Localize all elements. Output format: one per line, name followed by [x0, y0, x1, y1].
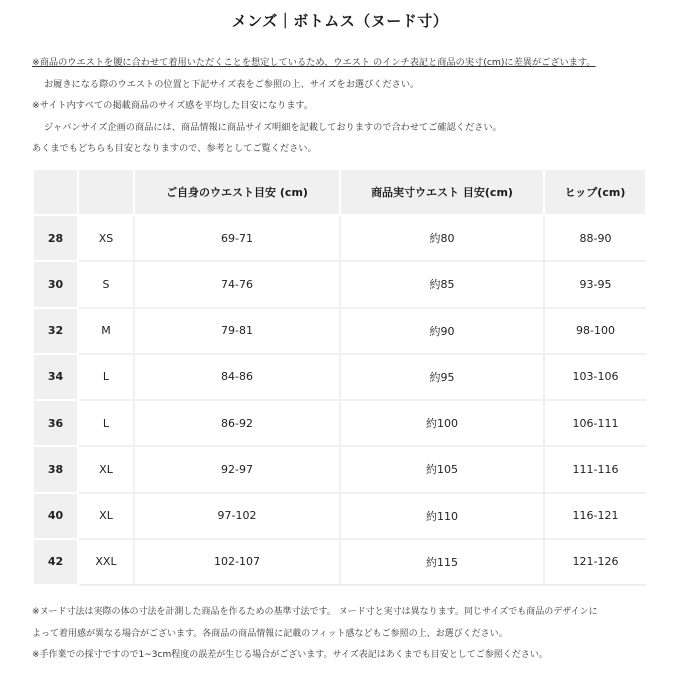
inch-cell: 36: [34, 400, 78, 446]
note-waist-position: お履きになる際のウエストの位置と下記サイズ表をご参照の上、サイズをお選びください。: [44, 78, 420, 90]
size-table: [34, 170, 647, 586]
product-waist-cell: 約90: [340, 308, 544, 354]
body-waist-cell: 92-97: [134, 446, 340, 492]
size-cell: M: [78, 308, 134, 354]
inch-cell: 40: [34, 493, 78, 539]
inch-cell: 30: [34, 261, 78, 307]
size-cell: XL: [78, 493, 134, 539]
body-waist-cell: 69-71: [134, 215, 340, 261]
table-row: [34, 308, 646, 354]
inch-cell: 38: [34, 446, 78, 492]
body-waist-cell: 79-81: [134, 308, 340, 354]
product-waist-cell: 約105: [340, 446, 544, 492]
note-average-size: ※サイト内すべての掲載商品のサイズ感を平均した目安になります。: [32, 100, 314, 111]
footer-nude-size-note: ※ヌード寸法は実際の体の寸法を計測した商品を作るための基準寸法です。 ヌード寸と実寸は異なります。同じサイズでも商品のデザインに: [32, 607, 598, 617]
body-waist-cell: 84-86: [134, 354, 340, 400]
size-cell: XS: [78, 215, 134, 261]
hip-cell: 98-100: [544, 308, 646, 354]
header-product-waist: 商品実寸ウエスト 目安(cm): [340, 170, 544, 215]
inch-cell: 42: [34, 539, 78, 585]
body-waist-cell: 86-92: [134, 400, 340, 446]
size-cell: XXL: [78, 539, 134, 585]
product-waist-cell: 約80: [340, 215, 544, 261]
hip-cell: 93-95: [544, 261, 646, 307]
hip-cell: 106-111: [544, 400, 646, 446]
hip-cell: 88-90: [544, 215, 646, 261]
size-cell: XL: [78, 446, 134, 492]
product-waist-cell: 約85: [340, 261, 544, 307]
body-waist-cell: 74-76: [134, 261, 340, 307]
product-waist-cell: 約110: [340, 493, 544, 539]
hip-cell: 111-116: [544, 446, 646, 492]
body-waist-cell: 97-102: [134, 493, 340, 539]
note-waist-difference: ※商品のウエストを腰に合わせて着用いただくことを想定しているため、ウエスト のインチ表記と商品の実寸(cm)に差異がございます。: [32, 57, 596, 68]
page-title: メンズ｜ボトムス（ヌード寸）: [231, 12, 449, 30]
table-row: [34, 539, 646, 585]
footer-fit-note: よって着用感が異なる場合がございます。各商品の商品情報に記載のフィット感などもご参照の上、お選びください。: [32, 628, 508, 639]
hip-cell: 116-121: [544, 493, 646, 539]
inch-cell: 32: [34, 308, 78, 354]
inch-cell: 28: [34, 215, 78, 261]
header-body-waist: ご自身のウエスト目安 (cm): [134, 170, 340, 215]
size-cell: L: [78, 400, 134, 446]
hip-cell: 103-106: [544, 354, 646, 400]
size-cell: L: [78, 354, 134, 400]
inch-cell: 34: [34, 354, 78, 400]
product-waist-cell: 約100: [340, 400, 544, 446]
note-japan-size: ジャパンサイズ企画の商品には、商品情報に商品サイズ明細を記載しておりますので合わせてご確認ください。: [44, 121, 502, 133]
header-hip: ヒップ(cm): [544, 170, 646, 215]
table-row: [34, 400, 646, 446]
size-cell: S: [78, 261, 134, 307]
table-row: [34, 493, 646, 539]
product-waist-cell: 約95: [340, 354, 544, 400]
note-reference: あくまでもどちらも目安となりますので、参考としてご覧ください。: [32, 143, 317, 154]
product-waist-cell: 約115: [340, 539, 544, 585]
header-size: [78, 170, 134, 215]
footer-measurement-note: ※手作業での採寸ですので1~3cm程度の誤差が生じる場合がございます。サイズ表記はあくまでも目安としてご参照ください。: [32, 650, 548, 660]
size-notes: [32, 52, 652, 160]
hip-cell: 121-126: [544, 539, 646, 585]
table-row: [34, 446, 646, 492]
table-row: [34, 215, 646, 261]
header-inch: [34, 170, 78, 215]
table-header-row: [34, 170, 646, 215]
table-row: [34, 261, 646, 307]
body-waist-cell: 102-107: [134, 539, 340, 585]
footer-notes: [32, 602, 662, 667]
table-row: [34, 354, 646, 400]
